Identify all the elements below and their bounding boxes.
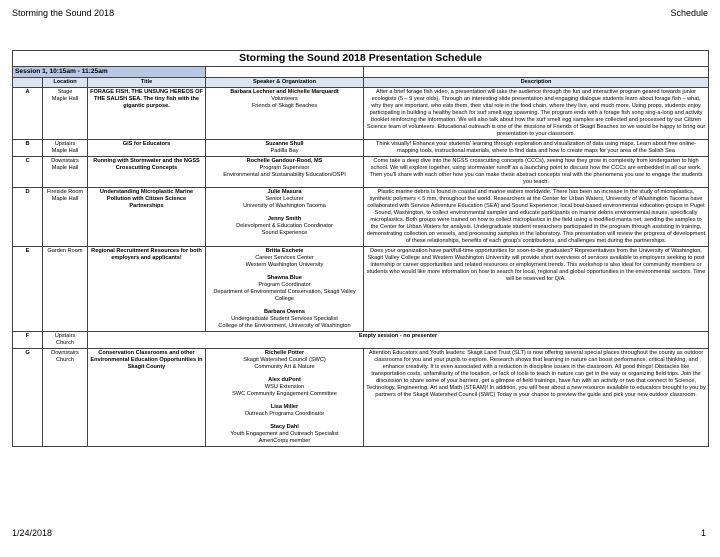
- session-location: [43, 331, 88, 348]
- speaker-affiliation: WSU Extension: [264, 383, 305, 390]
- session-description: Does your organization have part/full-time opportunities for soon-to-be graduates? Representatives from the University of Washington, Skagit Valley College and Western Washington University will provide short overviews of services available to employers seeking to post internship or career opportunities and related resources or employment trends. This workshop is also ideal for community members or students who would like more information on how to search for local, regional and global opportunities in the environmental sectors. Time will be reserved for Q/A.: [364, 247, 709, 332]
- session-id: G: [13, 348, 43, 446]
- speaker-name: Suzanne Shull: [265, 141, 304, 148]
- speaker-name: Barbara Lechner and Michelle Marquardt: [230, 89, 339, 96]
- col-header-speaker: Speaker & Organization: [206, 78, 364, 88]
- session-speakers: [206, 188, 364, 247]
- col-header-title: Title: [88, 78, 206, 88]
- speaker-affiliation: University of Washington Tacoma: [243, 203, 326, 210]
- session-title: Running with Stormwater and the NGSS Crosscutting Concepts: [88, 157, 206, 188]
- location-line: Upstairs: [54, 141, 76, 148]
- speaker-affiliation: Environmental and Sustainability Education/OSPI: [223, 172, 346, 179]
- table-row: [13, 157, 709, 188]
- session-speakers: [206, 88, 364, 140]
- session-location: [43, 157, 88, 188]
- session-title: Conservation Classrooms and other Environmental Education Opportunities in Skagit County: [88, 348, 206, 446]
- location-line: Stage: [57, 89, 73, 96]
- speaker-name: Jenny Smith: [267, 216, 302, 223]
- session-location: [43, 348, 88, 446]
- session-speakers: [206, 247, 364, 332]
- speaker-affiliation: Career Services Center: [255, 255, 314, 261]
- speaker-affiliation: AmeriCorps member: [258, 437, 311, 444]
- session-title: Understanding Microplastic Marine Pollution with Citizen Science Partnerships: [88, 188, 206, 247]
- speaker-affiliation: Youth Engagement and Outreach Specialist: [230, 430, 339, 437]
- session-description: Attention Educators and Youth leaders: Skagit Land Trust (SLT) is now offering several special places throughout the county as outdoor classrooms for you and your pupils to explore. Research shows that learning in nature can boost performance, critical thinking, and enhance creativity. It is even associated with a reduction in discipline issues in the classroom. All good things! Obstacles like transportation costs, unfamiliarity of the location, or lack of tools to teach in nature can get in the way or organizing field trips. Join the discussion to share some of your barriers, get a glimpse of field trainings, have fun with an activity or two that connect to Science, Technology, Engineering, Art and Math (STEAM)! In addition, you will hear about a new resource available to educators brought to you by partners of the Skagit Watershed Council (SWC) Today is your chance to preview the guide and pick your new outdoor classroom.: [364, 348, 709, 446]
- speaker-affiliation: Undergraduate Student Services Specialist: [231, 315, 338, 322]
- session-location: [43, 88, 88, 140]
- schedule-table: [12, 50, 709, 447]
- session-speakers: [206, 140, 364, 157]
- col-header-location: Location: [43, 78, 88, 88]
- location-line: Downstairs: [51, 349, 79, 356]
- location-line: Maple Hall: [51, 148, 79, 155]
- location-line: Downstairs: [51, 158, 79, 165]
- location-line: Maple Hall: [51, 196, 79, 203]
- session-location: [43, 140, 88, 157]
- session-id: A: [13, 88, 43, 140]
- speaker-name: Stacy Dahl: [270, 423, 299, 430]
- speaker-affiliation: Program Coordinator: [258, 281, 311, 288]
- location-line: Maple Hall: [51, 165, 79, 172]
- page-header-left: Storming the Sound 2018: [12, 8, 115, 18]
- speaker-name: Richelle Potter: [264, 349, 305, 356]
- table-row: [13, 88, 709, 140]
- session-description: Come take a deep dive into the NGSS crosscutting concepts (CCCs), seeing how they grow in complexity from kindergarten to high school. We will explore together, using stormwater runoff as a launching point to discuss how the CCCs are embedded in all our work. Then you'll share with each other how you can make these abstract concepts real with the phenomena you use to engage the students you teach.: [364, 157, 709, 188]
- session-id: C: [13, 157, 43, 188]
- session-title: Regional Recruitment Resources for both employers and applicants!: [88, 247, 206, 332]
- location-line: Church: [55, 356, 75, 363]
- speaker-affiliation: Community Art & Nature: [254, 363, 315, 370]
- session-id: E: [13, 247, 43, 332]
- speaker-name: Rochelle Gandour-Rood, MS: [246, 158, 323, 165]
- session-description: Plastic marine debris is found in coastal and marine waters worldwide. There has been an increase in the study of microplastics, synthetic polymers < 5 mm, throughout the world. Researchers at the Center for Urban Waters, University of Washington Tacoma have collaborated with Service Adventure Education (SEA) and Sound Experience, local boat-based environmental education groups in Puget Sound, Washington, to collect environmental samples and educate participants on marine debris environmental issues, specifically microplastics. Both groups were trained on how to collect microplastics in the field using a modified manta net, sending the samples to the Center for Urban Waters for analysis. Undergraduate student researchers participated in the program through assisting in training, demonstrating collection on vessels, and processing samples in the laboratory. This presentation will review the progress of development of these relationships, benefits of each group's contributions, and challenges met during the partnerships.: [364, 188, 709, 247]
- table-row: [13, 188, 709, 247]
- speaker-affiliation: Sound Experience: [261, 230, 308, 237]
- speaker-affiliation: SWC Community Engagement Committee: [232, 390, 337, 397]
- session-description: After a brief forage fish video, a presentation will take the audience through the fun and interactive program geared towards junior ecologists (5 – 9 year olds). Through an interesting slide presentation and engaging dialogue students learn about forage fish – what, why they are important, who eats them, their vital role in the food chain, where they live, and much more. Using props, students enjoy participating in building a healthy beach for surf smelt egg spawning. The program ends with a forage fish song sing-a-long and activity booklet reinforcing the information. We will also talk about how the surf smelt egg samples are collected and processed by our Citizen Science team of volunteers. Educational outreach is one of the missions of Friends of Skagit Beaches so we would be happy to bring our presentation to your classroom.: [364, 88, 709, 140]
- session-id: F: [13, 331, 43, 348]
- session-id: D: [13, 188, 43, 247]
- speaker-affiliation: Skagit Watershed Council (SWC): [243, 356, 326, 363]
- speaker-affiliation: Department of Environmental Conservation, Skagit Valley College: [213, 288, 356, 302]
- session-location: [43, 188, 88, 247]
- footer-date: 1/24/2018: [12, 528, 53, 538]
- table-row: [13, 140, 709, 157]
- table-row: [13, 348, 709, 446]
- session-speakers: [206, 348, 364, 446]
- speaker-affiliation: Senior Lecturer: [265, 196, 304, 203]
- speaker-name: Britta Eschete: [265, 248, 304, 255]
- session-speakers: [206, 157, 364, 188]
- location-line: Fireside Room: [46, 189, 84, 196]
- page-header-right: Schedule: [670, 8, 708, 18]
- col-header-description: Description: [364, 78, 709, 88]
- speaker-affiliation: College of the Environment, University of Washington: [218, 322, 351, 329]
- speaker-affiliation: Delevolpment & Education Coordinator: [236, 223, 333, 230]
- session-title: FORAGE FISH, THE UNSUNG HEREOS OF THE SALISH SEA. The tiny fish with the gigantic purpose.: [88, 88, 206, 140]
- speaker-name: Alex duPont: [268, 376, 301, 383]
- footer-page-number: 1: [700, 528, 706, 538]
- location-line: Garden Room: [47, 248, 83, 255]
- speaker-affiliation: Volunteers: [271, 96, 298, 103]
- speaker-affiliation: Padilla Bay: [270, 148, 299, 155]
- session-label: Session 1, 10:15am - 11:25am: [13, 67, 206, 78]
- location-line: Upstairs Church: [54, 332, 76, 346]
- speaker-name: Barbara Owens: [263, 308, 306, 315]
- session-title: GIS for Educators: [88, 140, 206, 157]
- session-id: B: [13, 140, 43, 157]
- speaker-affiliation: Western Washington University: [245, 261, 324, 268]
- session-description: Think visually! Enhance your students' learning through exploration and visualization of data using maps. Learn about free online-mapping tools, instructional materials, where to find data and how to create maps for your area of the Salish Sea: [364, 140, 709, 157]
- location-line: Maple Hall: [51, 96, 79, 103]
- empty-session-note: Empty session - no presenter: [88, 331, 709, 348]
- schedule-title: Storming the Sound 2018 Presentation Schedule: [13, 51, 709, 67]
- table-row: [13, 331, 709, 348]
- speaker-affiliation: Program Supervisor: [259, 165, 310, 172]
- speaker-name: Julie Masura: [267, 189, 302, 196]
- table-row: [13, 247, 709, 332]
- session-location: [43, 247, 88, 332]
- speaker-affiliation: Friends of Skagit Beaches: [251, 103, 318, 110]
- speaker-affiliation: Outreach Programs Coordinator: [244, 410, 325, 417]
- speaker-name: Shawna Blue: [267, 274, 302, 281]
- speaker-name: Lisa Miller: [270, 403, 299, 410]
